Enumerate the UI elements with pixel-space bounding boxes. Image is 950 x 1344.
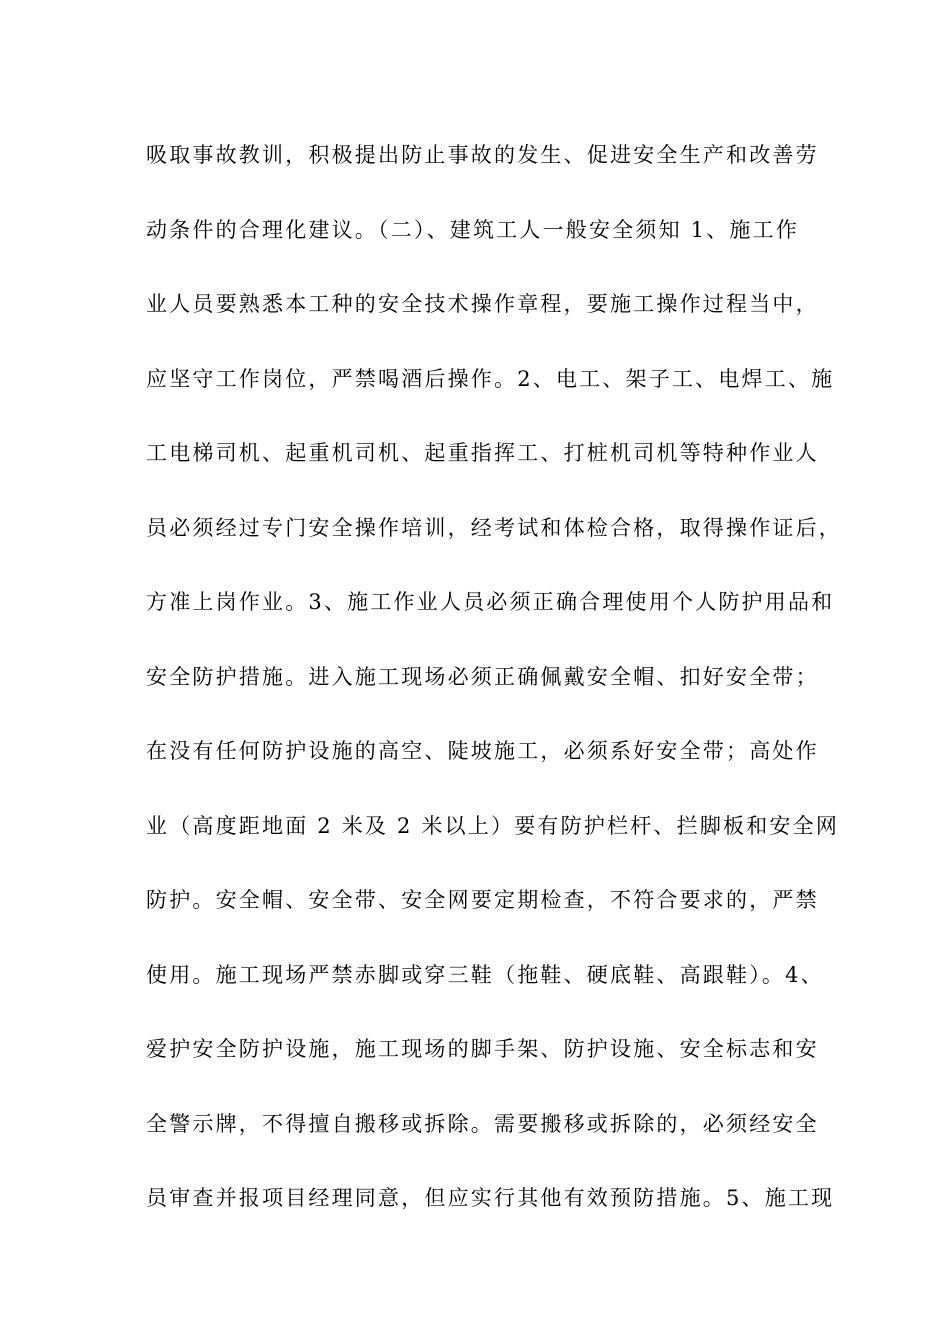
text-line: 方准上岗作业。3、施工作业人员必须正确合理使用个人防护用品和 [146, 590, 835, 614]
text-line: 防护。安全帽、安全带、安全网要定期检查，不符合要求的，严禁 [146, 888, 819, 912]
text-line: 爱护安全防护设施，施工现场的脚手架、防护设施、安全标志和安 [146, 1037, 819, 1061]
text-line: 使用。施工现场严禁赤脚或穿三鞋（拖鞋、硬底鞋、高跟鞋）。4、 [146, 962, 824, 987]
text-line: 员审查并报项目经理同意，但应实行其他有效预防措施。5、施工现 [146, 1186, 835, 1210]
text-line: 业人员要熟悉本工种的安全技术操作章程，要施工操作过程当中， [146, 292, 819, 316]
text-line: 安全防护措施。进入施工现场必须正确佩戴安全帽、扣好安全带； [146, 664, 819, 689]
text-line: 动条件的合理化建议。（二）、建筑工人一般安全须知 1、施工作 [146, 217, 800, 242]
body-text [146, 135, 842, 1253]
text-line: 全警示牌，不得擅自搬移或拆除。需要搬移或拆除的，必须经安全 [146, 1111, 819, 1136]
text-line: 业（高度距地面 2 米及 2 米以上）要有防护栏杆、拦脚板和安全网 [146, 813, 840, 838]
text-line: 员必须经过专门安全操作培训，经考试和体检合格，取得操作证后， [146, 515, 842, 540]
text-line: 工电梯司机、起重机司机、起重指挥工、打桩机司机等特种作业人 [146, 441, 819, 465]
text-line: 吸取事故教训，积极提出防止事故的发生、促进安全生产和改善劳 [146, 143, 819, 167]
text-line: 应坚守工作岗位，严禁喝酒后操作。2、电工、架子工、电焊工、施 [146, 366, 835, 391]
text-line: 在没有任何防护设施的高空、陡坡施工，必须系好安全带；高处作 [146, 739, 819, 763]
